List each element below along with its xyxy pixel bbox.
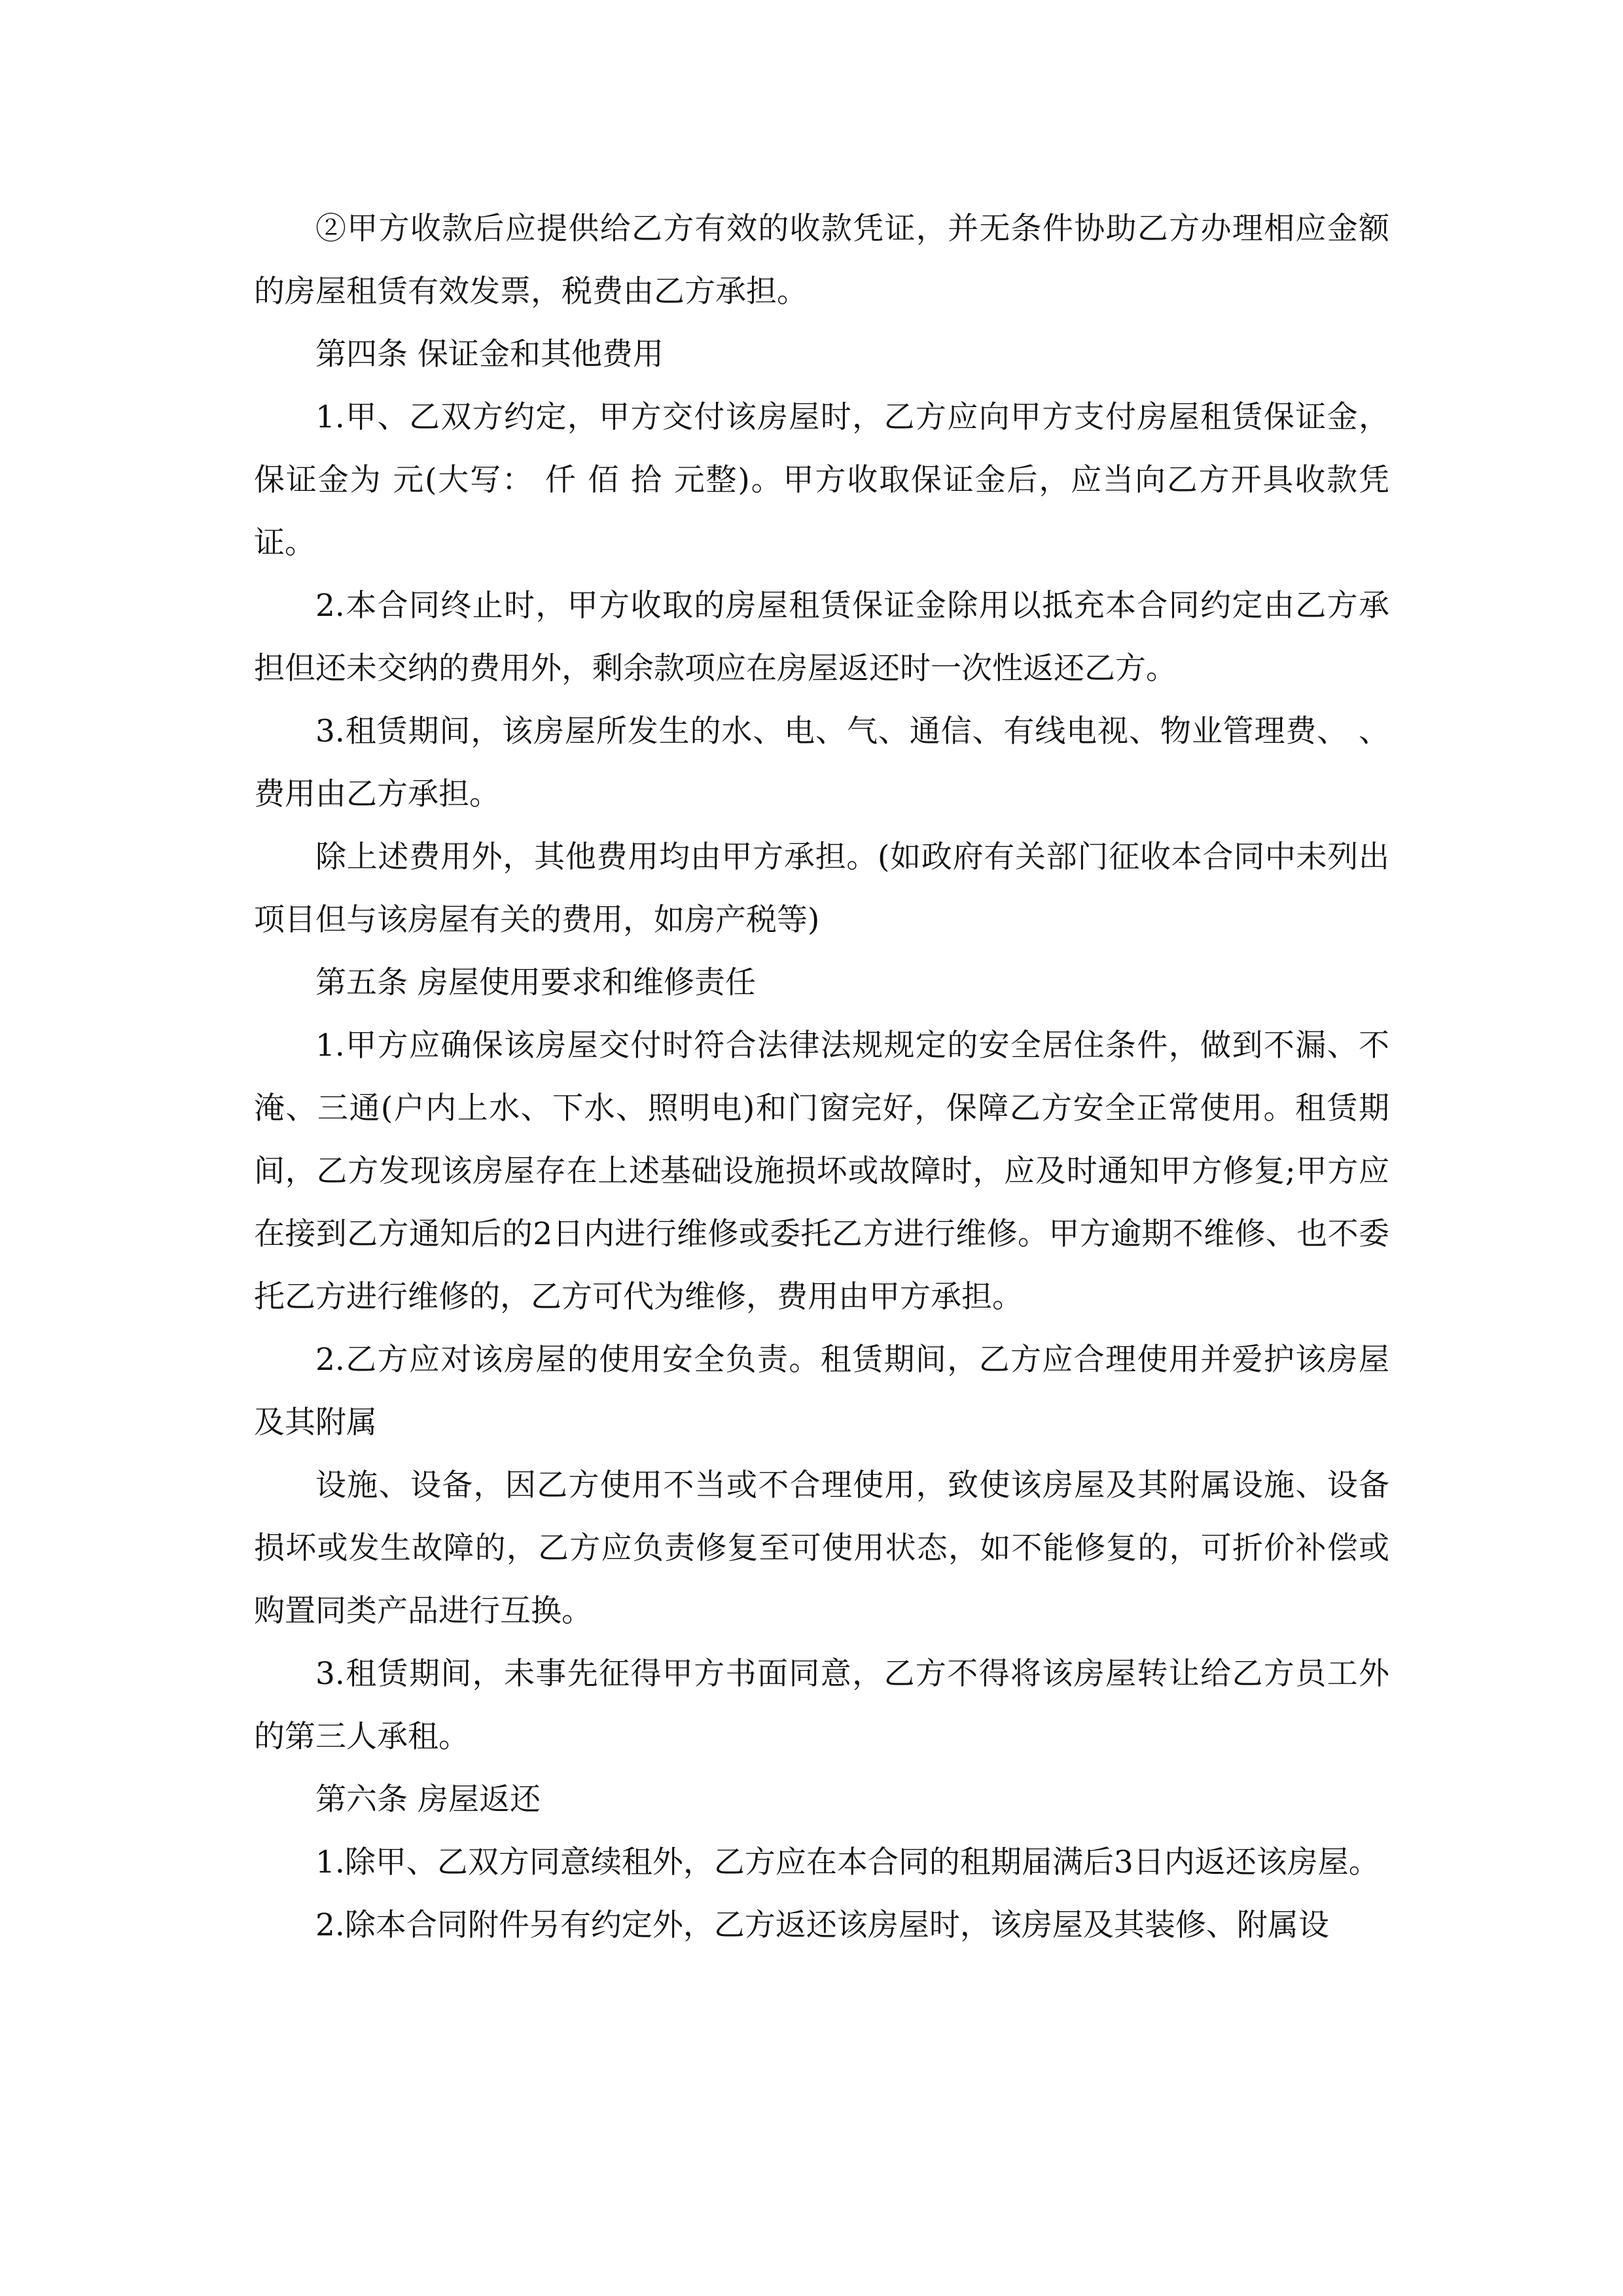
paragraph-sublease: 3.租赁期间，未事先征得甲方书面同意，乙方不得将该房屋转让给乙方员工外的第三人承租。 xyxy=(254,1656,1389,1755)
paragraph-facility-damage: 设施、设备，因乙方使用不当或不合理使用，致使该房屋及其附属设施、设备损坏或发生故障的，乙方应负责修复至可使用状态，如不能修复的，可折价补偿或购置同类产品进行互换。 xyxy=(254,1467,1389,1629)
heading-article-5: 第五条 房屋使用要求和维修责任 xyxy=(315,965,756,1001)
paragraph-return-condition: 2.除本合同附件另有约定外，乙方返还该房屋时，该房屋及其装修、附属设 xyxy=(315,1907,1329,1943)
paragraph-deposit-return: 2.本合同终止时，甲方收取的房屋租赁保证金除用以抵充本合同约定由乙方承担但还未交纳的费用外，剩余款项应在房屋返还时一次性返还乙方。 xyxy=(254,588,1389,687)
heading-article-6: 第六条 房屋返还 xyxy=(315,1782,541,1818)
contract-body xyxy=(254,198,1389,1957)
paragraph-landlord-repair: 1.甲方应确保该房屋交付时符合法律法规规定的安全居住条件，做到不漏、不淹、三通(户内上水、下水、照明电)和门窗完好，保障乙方安全正常使用。租赁期间，乙方发现该房屋存在上述基础设施损坏或故障时，应及时通知甲方修复;甲方应在接到乙方通知后的2日内进行维修或委托乙方进行维修。甲方逾期不维修、也不委托乙方进行维修的，乙方可代为维修，费用由甲方承担。 xyxy=(254,1028,1389,1315)
paragraph-utility-fees: 3.租赁期间，该房屋所发生的水、电、气、通信、有线电视、物业管理费、 、 费用由乙方承担。 xyxy=(254,713,1389,812)
paragraph-tenant-safety: 2.乙方应对该房屋的使用安全负责。租赁期间，乙方应合理使用并爱护该房屋及其附属 xyxy=(254,1342,1389,1441)
heading-article-4: 第四条 保证金和其他费用 xyxy=(315,336,664,372)
paragraph-other-fees: 除上述费用外，其他费用均由甲方承担。(如政府有关部门征收本合同中未列出项目但与该房屋有关的费用，如房产税等) xyxy=(254,839,1389,938)
paragraph-return-deadline: 1.除甲、乙双方同意续租外，乙方应在本合同的租期届满后3日内返还该房屋。 xyxy=(315,1844,1380,1880)
paragraph-deposit-amount: 1.甲、乙双方约定，甲方交付该房屋时，乙方应向甲方支付房屋租赁保证金，保证金为 元(大写： 仟 佰 拾 元整)。甲方收取保证金后，应当向乙方开具收款凭证。 xyxy=(254,399,1389,561)
paragraph-receipt-invoice: ②甲方收款后应提供给乙方有效的收款凭证，并无条件协助乙方办理相应金额的房屋租赁有效发票，税费由乙方承担。 xyxy=(254,211,1389,310)
